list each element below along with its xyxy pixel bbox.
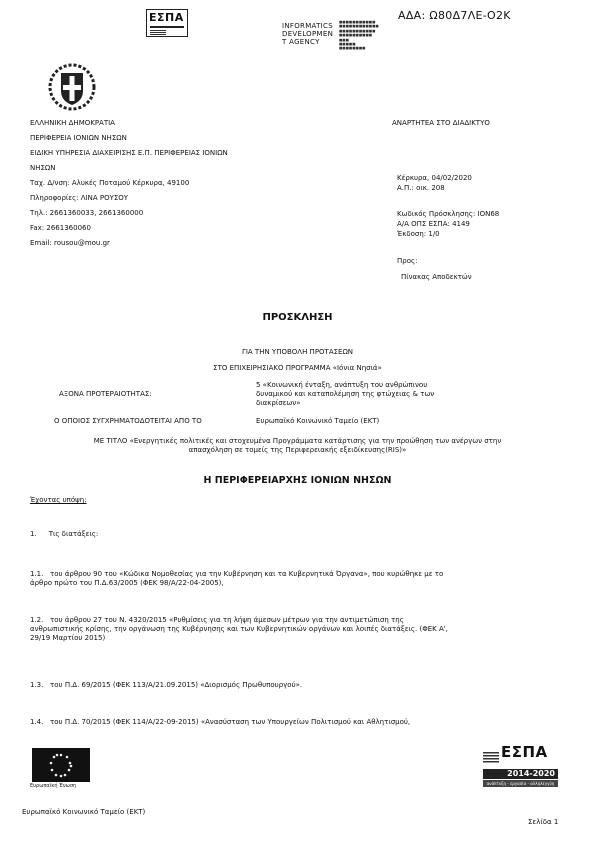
subtitle-submission: ΓΙΑ ΤΗΝ ΥΠΟΒΟΛΗ ΠΡΟΤΑΣΕΩΝ [241,348,354,356]
sender-line: Πληροφορίες: ΛΙΝΑ ΡΟΥΣΟΥ [30,194,129,202]
list-item: 1.1. του άρθρου 90 του «Κώδικα Νομοθεσίας για την Κυβέρνηση και τα Κυβερνητικά Όργανα», που κυρώθηκε με το άρθρο πρώτο του Π.Δ.63/2005 (ΦΕΚ 98/Α/22-04-2005), [30,570,444,587]
list-item: 1.2. του άρθρου 27 του Ν. 4320/2015 «Ρυθμίσεις για τη λήψη άμεσων μέτρων για την αντιμετώπιση της ανθρωπιστικής κρίσης, την οργάνωση της Κυβέρνησης και των Κυβερνητικών οργάνων και λοιπές διατάξεις. (ΦΕΚ Α', 29/19 Μαρτίου 2015) [30,616,448,642]
axis-value: 5 «Κοινωνική ένταξη, ανάπτυξη του ανθρώπινου δυναμικού και καταπολέμηση της φτώχειας & των διακρίσεων» [256,381,435,407]
version: Έκδοση: 1/0 [397,230,440,238]
axis-label: ΑΞΟΝΑ ΠΡΟΤΕΡΑΙΟΤΗΤΑΣ: [59,390,152,398]
sender-line: ΝΗΣΩΝ [30,164,56,172]
footer-fund: Ευρωπαϊκό Κοινωνικό Ταμείο (ΕΚΤ) [22,808,146,816]
espa-motto: ανάπτυξη - εργασία - αλληλεγγύη [483,780,558,787]
espa-logo [146,9,188,37]
list-item: 1.4. του Π.Δ. 70/2015 (ΦΕΚ 114/Α/22-09-2015) «Ανασύσταση των Υπουργείων Πολιτισμού και Αθλητισμού, [30,718,411,726]
greek-emblem-icon [47,61,97,111]
espa-footer-logo-text: ΕΣΠΑ [501,743,548,761]
authority-heading: Η ΠΕΡΙΦΕΡΕΙΑΡΧΗΣ ΙΟΝΙΩΝ ΝΗΣΩΝ [203,475,392,486]
eu-flag-icon [150,30,166,35]
list-item: 1.3. του Π.Δ. 69/2015 (ΦΕΚ 113/Α/21.09.2015) «Διορισμός Πρωθυπουργού». [30,681,303,689]
sender-email: Email: rousou@mou.gr [30,239,110,247]
sender-line: ΕΛΛΗΝΙΚΗ ΔΗΜΟΚΡΑΤΙΑ [30,119,115,127]
espa-logo-bar [150,26,184,28]
eu-label: Ευρωπαϊκή Ένωση [30,783,77,789]
sender-block [30,119,228,248]
info-society-logo-text: INFORMATICS DEVELOPMEN T AGENCY [282,22,334,46]
espa-logo-text: ΕΣΠΑ [149,11,184,24]
greek-flag-icon [483,752,499,764]
recipient-label: Προς: [397,257,418,265]
call-title: ΜΕ ΤΙΤΛΟ «Ενεργητικές πολιτικές και στοχευμένα Προγράμματα κατάρτισης για την προώθηση των ανέργων στην απασχόληση σε τομείς της Περιφερειακής εξειδίκευσης(RIS)» [93,437,502,454]
recipient-value: Πίνακας Αποδεκτών [401,273,472,281]
list-item: 1. Τις διατάξεις: [30,530,99,538]
page-number: Σελίδα 1 [528,818,559,826]
post-label: ΑΝΑΡΤΗΤΕΑ ΣΤΟ ΔΙΑΔΙΚΤΥΟ [392,119,490,127]
sender-line: Ταχ. Δ/νση: Αλυκές Ποταμού Κέρκυρα, 49100 [30,179,190,187]
page-title: ΠΡΟΣΚΛΗΣΗ [262,312,333,323]
doc-date: Κέρκυρα, 04/02/2020 [397,174,472,182]
sender-line: Τηλ.: 2661360033, 2661360000 [30,209,144,217]
fund-value: Ευρωπαϊκό Κοινωνικό Ταμείο (ΕΚΤ) [256,417,380,425]
considering-label: Έχοντας υπόψη: [30,496,87,504]
sender-line: ΠΕΡΙΦΕΡΕΙΑ ΙΟΝΙΩΝ ΝΗΣΩΝ [30,134,127,142]
call-code: Κωδικός Πρόσκλησης: ΙΟΝ68 [397,210,500,218]
protocol-number: Α.Π.: οικ. 208 [397,184,445,192]
sender-line: ΕΙΔΙΚΗ ΥΠΗΡΕΣΙΑ ΔΙΑΧΕΙΡΙΣΗΣ Ε.Π. ΠΕΡΙΦΕΡΕΙΑΣ ΙΟΝΙΩΝ [30,149,228,157]
fund-label: Ο ΟΠΟΙΟΣ ΣΥΓΧΡΗΜΑΤΟΔΟΤΕΙΤΑΙ ΑΠΟ ΤΟ [54,417,202,425]
sender-line: Fax: 2661360060 [30,224,91,232]
espa-footer-logo [483,743,558,788]
info-society-fine-print: ■■■■■■■■■■■ ■■■■■■■■■■■■ ■■■■■■■■■■■ ■■■■■■■■■■ ■■■ ■■■■■ ■■■■■■■■ [339,20,379,51]
espa-years: 2014-2020 [483,769,558,779]
eu-flag-icon [32,748,90,782]
subtitle-program: ΣΤΟ ΕΠΙΧΕΙΡΗΣΙΑΚΟ ΠΡΟΓΡΑΜΜΑ «Ιόνια Νησιά» [213,364,382,372]
ops-number: Α/Α ΟΠΣ ΕΣΠΑ: 4149 [397,220,470,228]
ada-code: ΑΔΑ: Ω80Δ7ΛΕ-Ο2Κ [398,9,511,22]
